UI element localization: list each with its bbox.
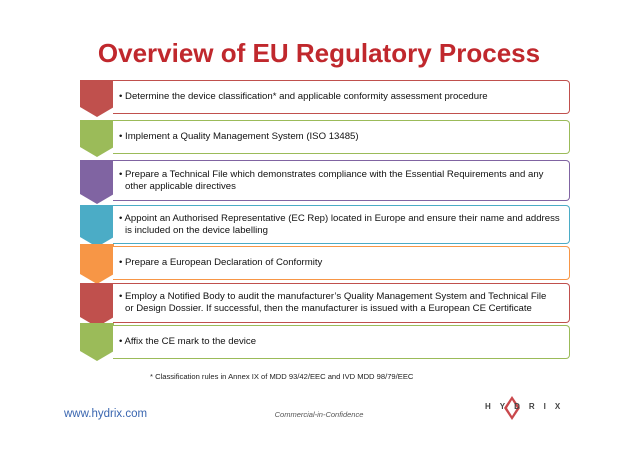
- chevron-shape: [80, 283, 114, 327]
- chevron-marker: [80, 283, 114, 327]
- process-step-4: [80, 205, 570, 247]
- confidentiality-label: Commercial-in-Confidence: [274, 410, 364, 419]
- step-text-continued: other applicable directives: [125, 180, 236, 192]
- step-text: • Appoint an Authorised Representative (EC Rep) located in Europe and ensure their name and address: [119, 212, 560, 224]
- slide-title: Overview of EU Regulatory Process: [97, 38, 541, 68]
- step-text: • Prepare a European Declaration of Conformity: [119, 257, 323, 268]
- process-step-5: [80, 244, 570, 284]
- step-text-box: [113, 160, 570, 201]
- step-text: • Employ a Notified Body to audit the manufacturer’s Quality Management System and Technical File: [119, 291, 547, 302]
- process-step-1: [80, 80, 570, 117]
- step-text-box: [113, 205, 570, 244]
- process-step-6: [80, 283, 570, 327]
- step-text-box: [113, 325, 570, 359]
- step-text-box: [113, 80, 570, 114]
- chevron-shape: [80, 323, 114, 361]
- step-text: • Affix the CE mark to the device: [119, 336, 257, 347]
- step-text-box: [113, 246, 570, 280]
- step-text: • Prepare a Technical File which demonstrates compliance with the Essential Requirements and any: [119, 168, 544, 180]
- chevron-marker: [80, 160, 114, 204]
- chevron-shape: [80, 120, 114, 157]
- process-step-7: [80, 323, 570, 361]
- chevron-shape: [80, 160, 114, 204]
- classification-footnote: * Classification rules in Annex IX of MDD 93/42/EEC and IVD MDD 98/79/EEC: [150, 372, 414, 381]
- step-text-continued: is included on the device labelling: [125, 224, 268, 236]
- chevron-marker: [80, 120, 114, 157]
- step-text-box: [113, 120, 570, 154]
- chevron-marker: [80, 80, 114, 117]
- chevron-marker: [80, 205, 114, 247]
- chevron-shape: [80, 205, 114, 247]
- chevron-shape: [80, 244, 114, 284]
- website-link[interactable]: www.hydrix.com: [64, 408, 148, 420]
- process-step-3: [80, 160, 570, 204]
- chevron-marker: [80, 323, 114, 361]
- chevron-marker: [80, 244, 114, 284]
- chevron-shape: [80, 80, 114, 117]
- step-text-box: [113, 283, 570, 323]
- step-text: • Determine the device classification* and applicable conformity assessment procedure: [119, 91, 488, 102]
- logo-wordmark: HYDRIX: [485, 402, 570, 411]
- process-step-2: [80, 120, 570, 157]
- step-text-continued: or Design Dossier. If successful, then the manufacturer is issued with a European CE Certificate: [125, 303, 532, 314]
- step-text: • Implement a Quality Management System (ISO 13485): [119, 131, 359, 142]
